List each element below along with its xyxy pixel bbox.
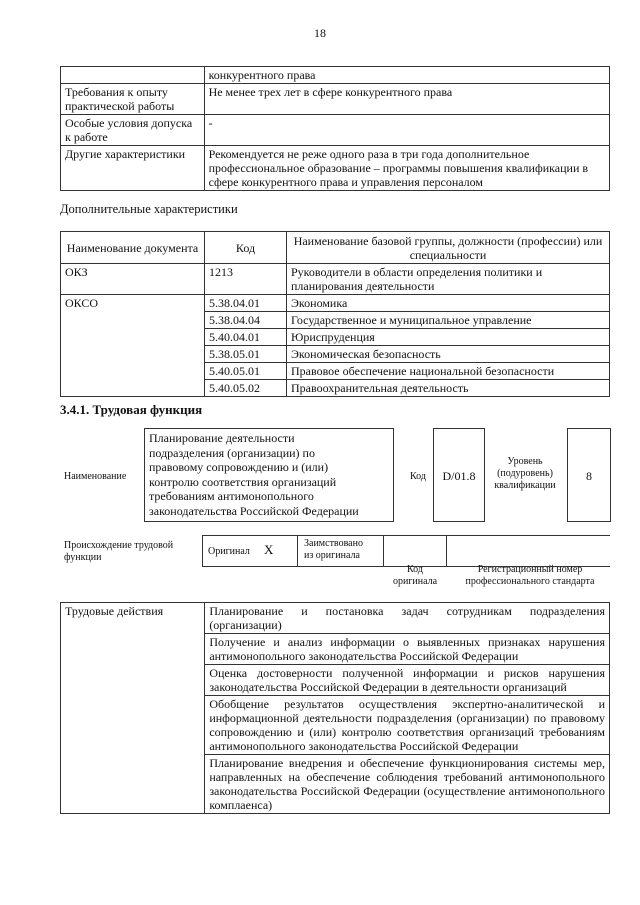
cell-label: Другие характеристики <box>61 146 205 191</box>
header-code: Код <box>205 232 287 264</box>
okso-code: 5.38.04.04 <box>205 312 287 329</box>
okso-code: 5.38.04.01 <box>205 295 287 312</box>
function-name-line: правовому сопровождению и (или) <box>149 460 329 475</box>
okso-name: Экономическая безопасность <box>287 346 610 363</box>
level-box <box>567 428 611 522</box>
borrowed-label <box>304 538 363 562</box>
okz-doc: ОКЗ <box>61 264 205 295</box>
requirements-table <box>60 66 610 191</box>
borrowed-line: Заимствовано <box>304 538 363 549</box>
level-label-line: квалификации <box>494 480 556 491</box>
cell-value: Не менее трех лет в сфере конкурентного права <box>204 84 609 115</box>
function-name-line: законодательства Российской Федерации <box>149 503 359 518</box>
cell-value: Рекомендуется не реже одного раза в три года дополнительное профессиональное образование – программы повышения квалификации в сфере конкурентного права и управления персоналом <box>204 146 609 191</box>
okso-code: 5.40.04.01 <box>205 329 287 346</box>
cell-label <box>61 67 205 84</box>
header-name: Наименование базовой группы, должности (профессии) или специальности <box>287 232 610 264</box>
labor-action-item: Получение и анализ информации о выявленных признаках нарушения антимонопольного законодательства Российской Федерации <box>205 634 610 665</box>
labor-actions-table <box>60 602 610 814</box>
divider <box>383 535 384 566</box>
page-number: 18 <box>314 26 326 40</box>
code-value: D/01.8 <box>442 469 476 483</box>
okz-code: 1213 <box>205 264 287 295</box>
cell-label: Требования к опыту практической работы <box>61 84 205 115</box>
origin-label <box>64 540 173 564</box>
section-title: 3.4.1. Трудовая функция <box>60 402 203 417</box>
level-label <box>490 456 560 492</box>
okso-code: 5.40.05.02 <box>205 380 287 397</box>
okso-name: Экономика <box>287 295 610 312</box>
okso-doc: ОКСО <box>61 295 205 397</box>
original-label: Оригинал <box>208 546 250 557</box>
function-name-box <box>144 428 394 522</box>
labor-action-item: Планирование внедрения и обеспечение функционирования системы мер, направленных на обеспечение соблюдения требований антимонопольного законодательства Российской Федерации (осуществление антимонопольного комплаенса) <box>205 755 610 814</box>
okso-code: 5.40.05.01 <box>205 363 287 380</box>
borrowed-line: из оригинала <box>304 550 360 561</box>
function-name-line: контролю соответствия организаций <box>149 474 337 489</box>
code-caption-line: оригинала <box>392 576 438 587</box>
function-name-line: подразделения (организации) по <box>149 445 315 460</box>
original-mark: X <box>264 542 274 557</box>
labor-action-item: Оценка достоверности полученной информации и рисков нарушения законодательства Российской Федерации в деятельности организаций <box>205 665 610 696</box>
reg-caption-line: Регистрационный номер <box>477 564 583 575</box>
level-label-line: (подуровень) <box>497 468 553 479</box>
okz-name: Руководители в области определения политики и планирования деятельности <box>287 264 610 295</box>
labor-actions-label: Трудовые действия <box>61 603 205 814</box>
cell-label: Особые условия допуска к работе <box>61 115 205 146</box>
code-caption-line: Код <box>407 564 423 575</box>
extra-heading: Дополнительные характеристики <box>60 202 238 216</box>
labor-action-item: Планирование и постановка задач сотрудникам подразделения (организации) <box>205 603 610 634</box>
code-caption <box>384 564 446 588</box>
okso-name: Государственное и муниципальное управление <box>287 312 610 329</box>
origin-label-line: Происхождение трудовой <box>64 540 174 551</box>
level-label-line: Уровень <box>507 456 543 467</box>
code-box <box>433 428 485 522</box>
okso-name: Правовое обеспечение национальной безопасности <box>287 363 610 380</box>
cell-value: - <box>204 115 609 146</box>
level-value: 8 <box>586 469 592 483</box>
name-label: Наименование <box>64 471 127 482</box>
origin-label-line: функции <box>64 552 102 563</box>
okso-name: Юриспруденция <box>287 329 610 346</box>
extra-characteristics-table <box>60 231 610 397</box>
divider <box>297 535 298 566</box>
reg-caption <box>450 564 610 588</box>
okso-code: 5.38.05.01 <box>205 346 287 363</box>
divider <box>446 535 447 566</box>
labor-action-item: Обобщение результатов осуществления экспертно-аналитической и информационной деятельности подразделения (организации) по правовому сопровождению и (или) контролю соответствия организаций требованиям антимонопольного законодательства Российской Федерации <box>205 696 610 755</box>
code-label: Код <box>410 471 426 482</box>
function-name-line: требованиям антимонопольного <box>149 489 314 504</box>
header-doc: Наименование документа <box>61 232 205 264</box>
reg-caption-line: профессионального стандарта <box>465 576 595 587</box>
cell-value: конкурентного права <box>204 67 609 84</box>
okso-name: Правоохранительная деятельность <box>287 380 610 397</box>
function-name-line: Планирование деятельности <box>149 431 295 445</box>
